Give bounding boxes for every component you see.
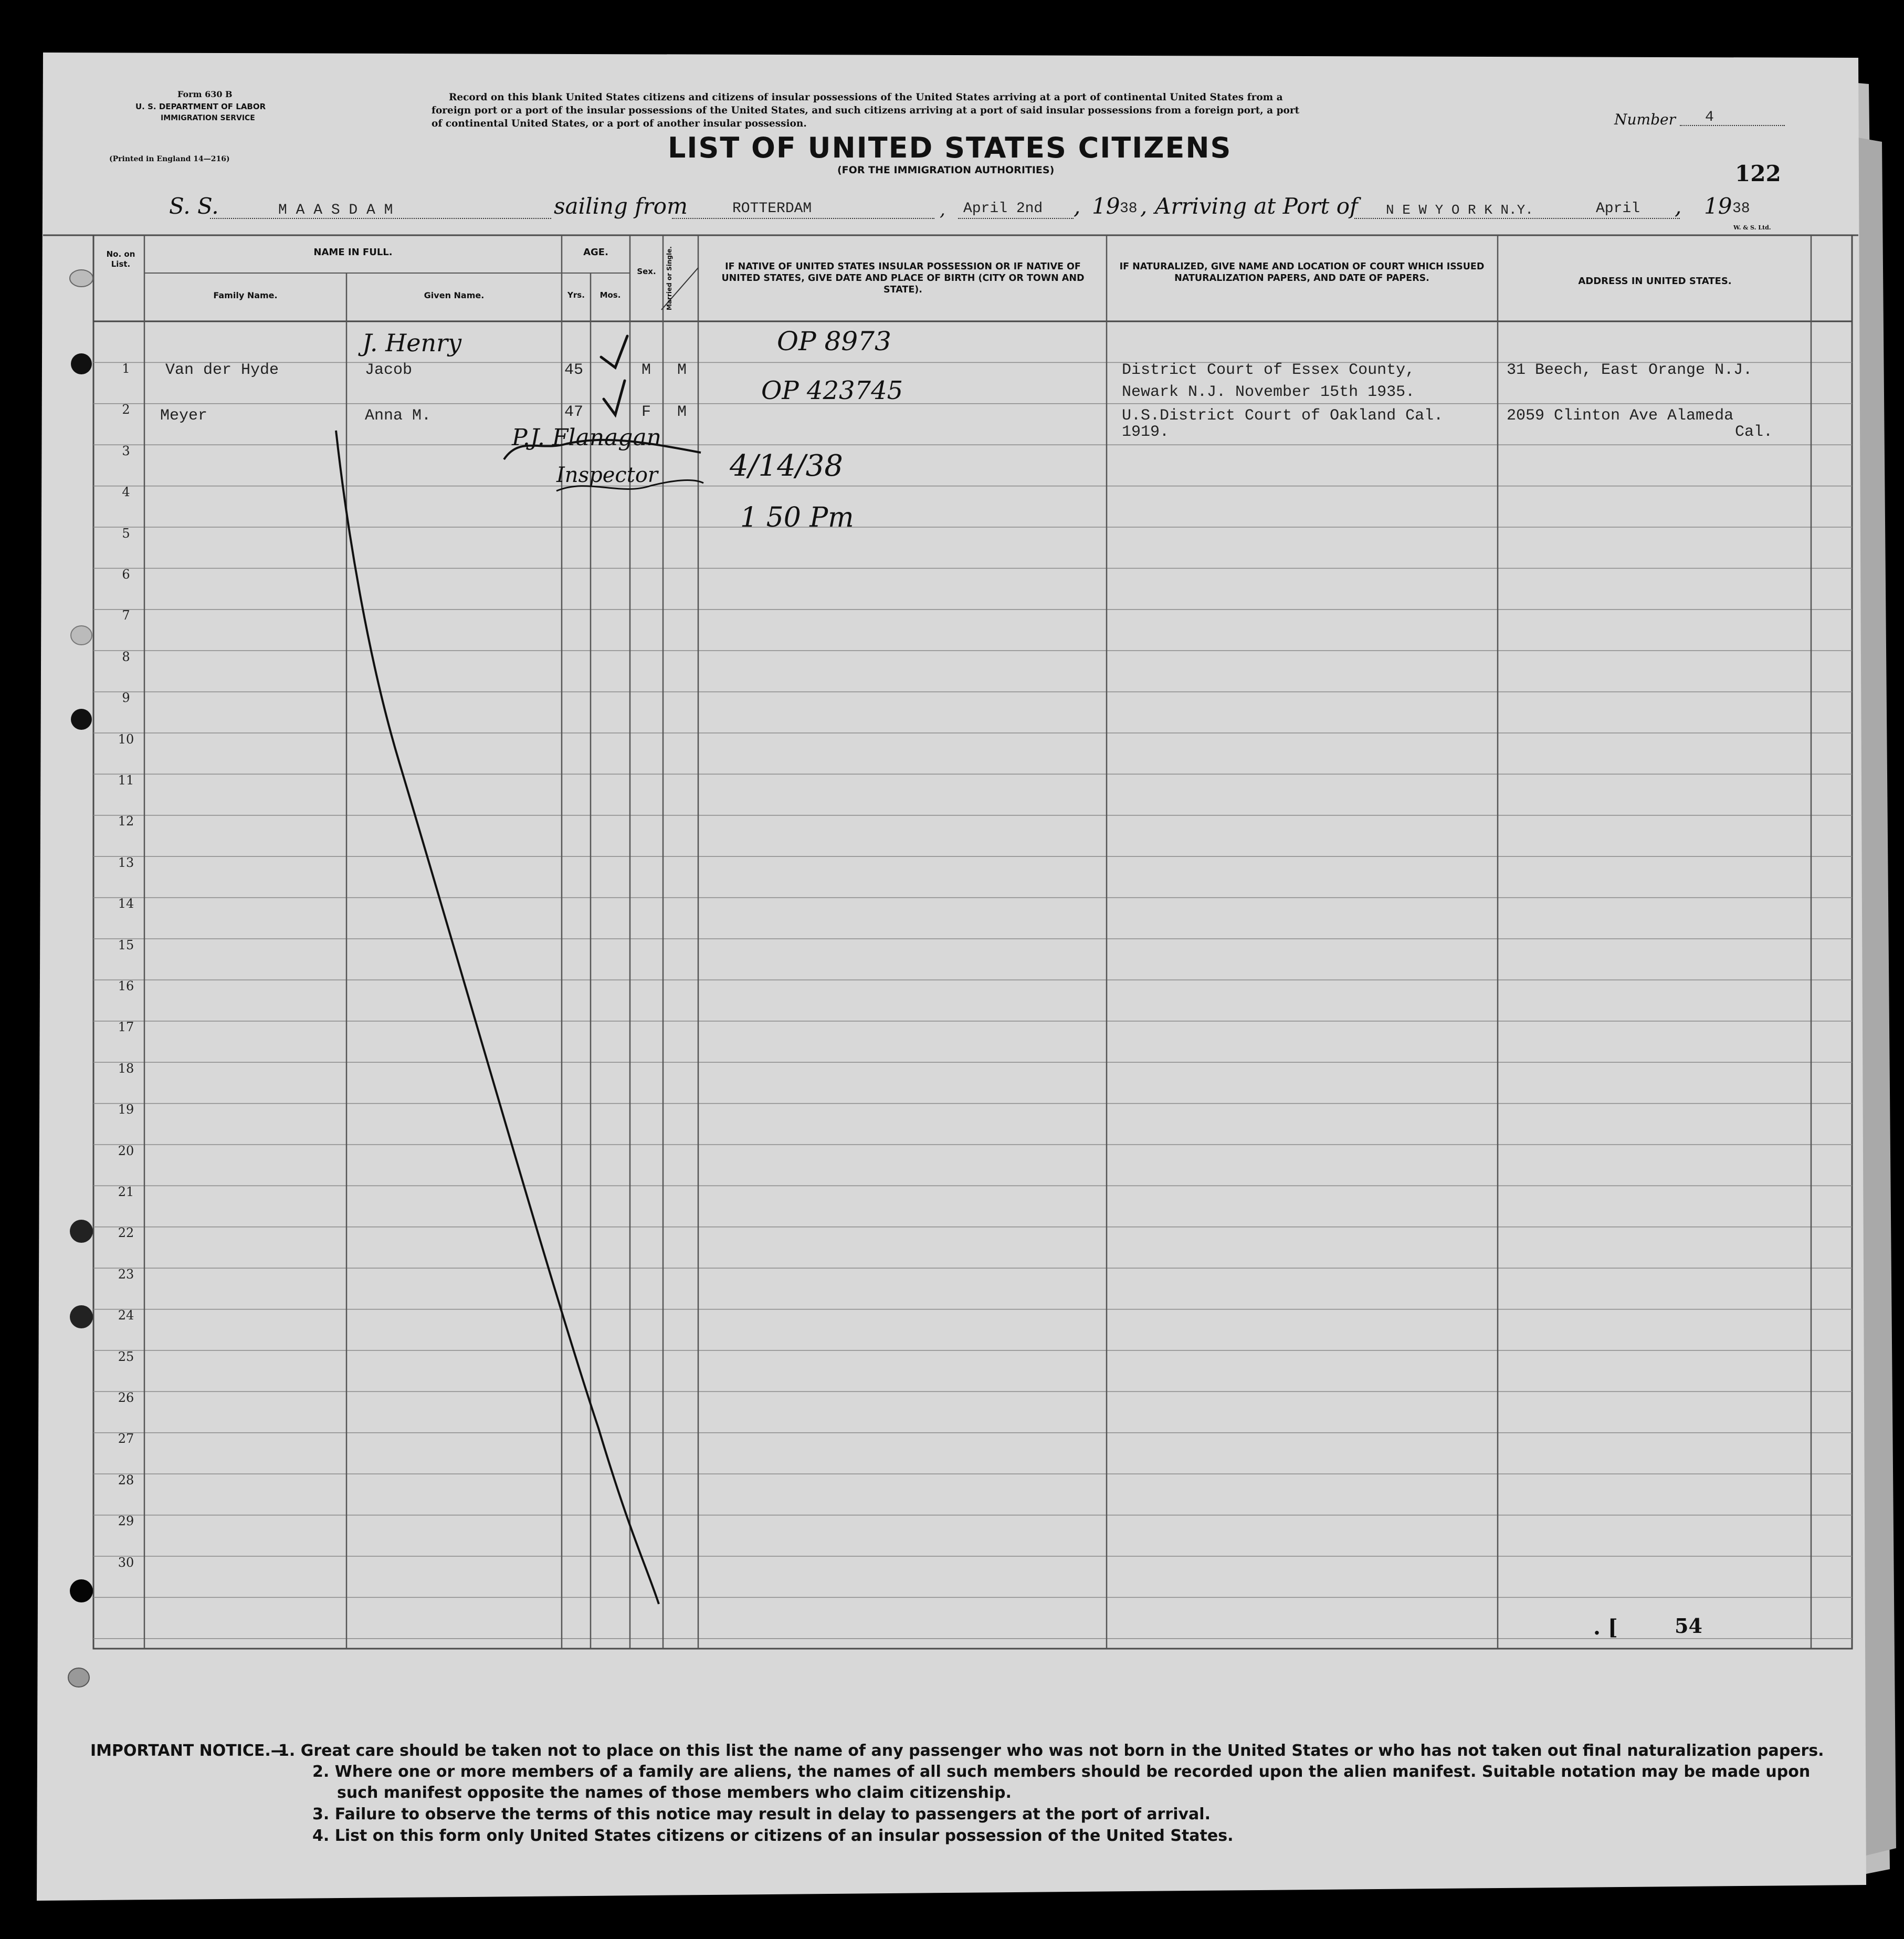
row-number: 9 bbox=[122, 690, 130, 706]
row-number: 5 bbox=[122, 526, 130, 541]
row-number: 3 bbox=[122, 443, 130, 458]
sailing-port-underline bbox=[672, 218, 934, 219]
row-number: 25 bbox=[118, 1349, 134, 1364]
col-header-family-name: Family Name. bbox=[213, 290, 278, 300]
printer-mark: W. & S. Ltd. bbox=[1733, 224, 1771, 231]
paper-sheet bbox=[37, 53, 1866, 1901]
ship-name: M A A S D A M bbox=[278, 202, 393, 218]
sailing-date: April 2nd bbox=[963, 201, 1043, 217]
row-1-court-line-2: Newark N.J. November 15th 1935. bbox=[1122, 383, 1415, 401]
row-number: 6 bbox=[122, 567, 130, 582]
row-number: 20 bbox=[118, 1143, 134, 1158]
notice-item-4: 4. List on this form only United States citizens or citizens of an insular possession of the United States. bbox=[312, 1827, 1234, 1845]
footer-mark: . [ bbox=[1593, 1615, 1618, 1640]
row-number: 11 bbox=[118, 773, 134, 788]
arrival-date: April bbox=[1596, 201, 1640, 217]
col-header-months: Mos. bbox=[599, 290, 621, 300]
row-number: 8 bbox=[122, 649, 130, 664]
col-header-native-birthplace: IF NATIVE OF UNITED STATES INSULAR POSSESSION OR IF NATIVE OF UNITED STATES, GIVE DATE AND PLACE OF BIRTH (CITY OR TOWN AND STATE). bbox=[721, 261, 1085, 295]
row-number: 16 bbox=[118, 979, 134, 993]
row-1-address-line-1: 31 Beech, East Orange N.J. bbox=[1507, 361, 1753, 379]
number-label: Number bbox=[1614, 111, 1676, 128]
row-number: 18 bbox=[118, 1061, 134, 1076]
instruction-line-2: foreign port or a port of the insular possessions of the United States, and such citizens arriving at a port of said insular possessions from a foreign port, a port bbox=[432, 105, 1300, 116]
form-title: LIST OF UNITED STATES CITIZENS bbox=[668, 131, 1232, 164]
row-1-family-name: Van der Hyde bbox=[165, 361, 279, 379]
row-2-birth-note: OP 423745 bbox=[761, 376, 903, 405]
notice-label: IMPORTANT NOTICE.— bbox=[90, 1742, 287, 1760]
row-1-court-line-1: District Court of Essex County, bbox=[1122, 361, 1415, 379]
form-subtitle: (FOR THE IMMIGRATION AUTHORITIES) bbox=[837, 164, 1055, 176]
number-value: 4 bbox=[1705, 109, 1714, 125]
row-2-sex: F bbox=[641, 403, 651, 421]
row-1-given-name-correction: J. Henry bbox=[362, 329, 462, 357]
row-number: 7 bbox=[122, 608, 130, 623]
year-prefix-1: 19 bbox=[1092, 193, 1120, 219]
arrival-port-underline bbox=[1354, 218, 1680, 219]
col-header-sex: Sex. bbox=[637, 267, 656, 276]
notice-item-2-continued: such manifest opposite the names of those members who claim citizenship. bbox=[337, 1784, 1012, 1802]
row-number: 22 bbox=[118, 1225, 134, 1241]
row-1-sex: M bbox=[641, 361, 651, 379]
sailing-date-underline bbox=[958, 218, 1074, 219]
row-number: 1 bbox=[122, 361, 130, 376]
row-number: 21 bbox=[118, 1185, 134, 1199]
col-header-name-in-full: NAME IN FULL. bbox=[313, 247, 393, 258]
row-2-family-name: Meyer bbox=[160, 407, 208, 425]
row-number: 15 bbox=[118, 937, 134, 952]
row-1-birth-note: OP 8973 bbox=[777, 326, 891, 357]
col-header-naturalization-court: IF NATURALIZED, GIVE NAME AND LOCATION OF COURT WHICH ISSUED NATURALIZATION PAPERS, AND DATE OF PAPERS. bbox=[1119, 261, 1485, 284]
year-prefix-2: 19 bbox=[1704, 193, 1732, 219]
arriving-label: Arriving at Port of bbox=[1155, 193, 1358, 219]
row-number: 30 bbox=[118, 1555, 134, 1570]
row-number: 28 bbox=[118, 1472, 134, 1487]
form-number: Form 630 B bbox=[177, 89, 233, 99]
notice-item-2: 2. Where one or more members of a family are aliens, the names of all such members should be recorded upon the alien manifest. Suitable notation may be made upon bbox=[312, 1763, 1811, 1781]
instruction-line-1: Record on this blank United States citizens and citizens of insular possessions of the United States arriving at a port of continental United States from a bbox=[449, 92, 1283, 103]
row-number: 19 bbox=[118, 1102, 134, 1117]
row-number: 24 bbox=[118, 1308, 134, 1323]
inspection-time: 1 50 Pm bbox=[740, 502, 854, 533]
row-2-address-line-2: Cal. bbox=[1735, 423, 1773, 441]
row-number: 4 bbox=[122, 485, 130, 500]
row-number: 13 bbox=[118, 855, 134, 870]
col-header-no: No. on List. bbox=[106, 249, 135, 269]
footer-number: 54 bbox=[1675, 1614, 1702, 1638]
year-suffix-2: 38 bbox=[1732, 201, 1750, 217]
col-header-years: Yrs. bbox=[567, 290, 585, 300]
row-2-address-line-1: 2059 Clinton Ave Alameda bbox=[1507, 407, 1734, 425]
row-1-age-years: 45 bbox=[564, 361, 584, 379]
row-number: 17 bbox=[118, 1020, 134, 1035]
row-number: 29 bbox=[118, 1514, 134, 1529]
row-2-age-years: 47 bbox=[564, 403, 584, 421]
notice-item-1: 1. Great care should be taken not to place on this list the name of any passenger who was not born in the United States or who has not taken out final naturalization papers. bbox=[278, 1742, 1824, 1760]
row-number: 14 bbox=[118, 896, 134, 911]
col-header-address: ADDRESS IN UNITED STATES. bbox=[1578, 276, 1732, 287]
row-number: 2 bbox=[122, 402, 130, 417]
printed-note: (Printed in England 14—216) bbox=[109, 155, 230, 163]
row-1-given-name: Jacob bbox=[365, 361, 413, 379]
row-number: 10 bbox=[118, 731, 134, 747]
page-number: 122 bbox=[1735, 161, 1781, 186]
inspector-title: Inspector bbox=[556, 463, 658, 487]
row-2-marital-status: M bbox=[677, 403, 687, 421]
inspection-date: 4/14/38 bbox=[730, 449, 843, 483]
notice-item-3: 3. Failure to observe the terms of this notice may result in delay to passengers at the port of arrival. bbox=[312, 1805, 1211, 1823]
row-number: 23 bbox=[118, 1266, 134, 1282]
col-header-given-name: Given Name. bbox=[424, 290, 485, 300]
department-name: U. S. DEPARTMENT OF LABOR bbox=[135, 102, 266, 111]
row-number: 26 bbox=[118, 1390, 134, 1405]
year-suffix-1: 38 bbox=[1120, 201, 1138, 217]
row-2-court-line-2: 1919. bbox=[1122, 423, 1170, 441]
number-underline bbox=[1680, 125, 1785, 126]
service-name: IMMIGRATION SERVICE bbox=[161, 114, 255, 122]
inspector-signature: P.J. Flanagan bbox=[512, 424, 662, 451]
row-2-court-line-1: U.S.District Court of Oakland Cal. bbox=[1122, 407, 1444, 425]
instruction-line-3: of continental United States, or a port of another insular possession. bbox=[432, 118, 807, 129]
row-number: 12 bbox=[118, 814, 134, 829]
sailing-label: sailing from bbox=[554, 193, 688, 219]
row-2-given-name: Anna M. bbox=[365, 407, 432, 425]
sailing-port: ROTTERDAM bbox=[732, 201, 812, 217]
ss-label: S. S. bbox=[169, 193, 219, 219]
row-1-marital-status: M bbox=[677, 361, 687, 379]
col-header-age: AGE. bbox=[583, 247, 608, 258]
arrival-port: N E W Y O R K N.Y. bbox=[1386, 202, 1533, 218]
row-number: 27 bbox=[118, 1431, 134, 1447]
col-header-married: Married or Single. bbox=[666, 246, 673, 310]
